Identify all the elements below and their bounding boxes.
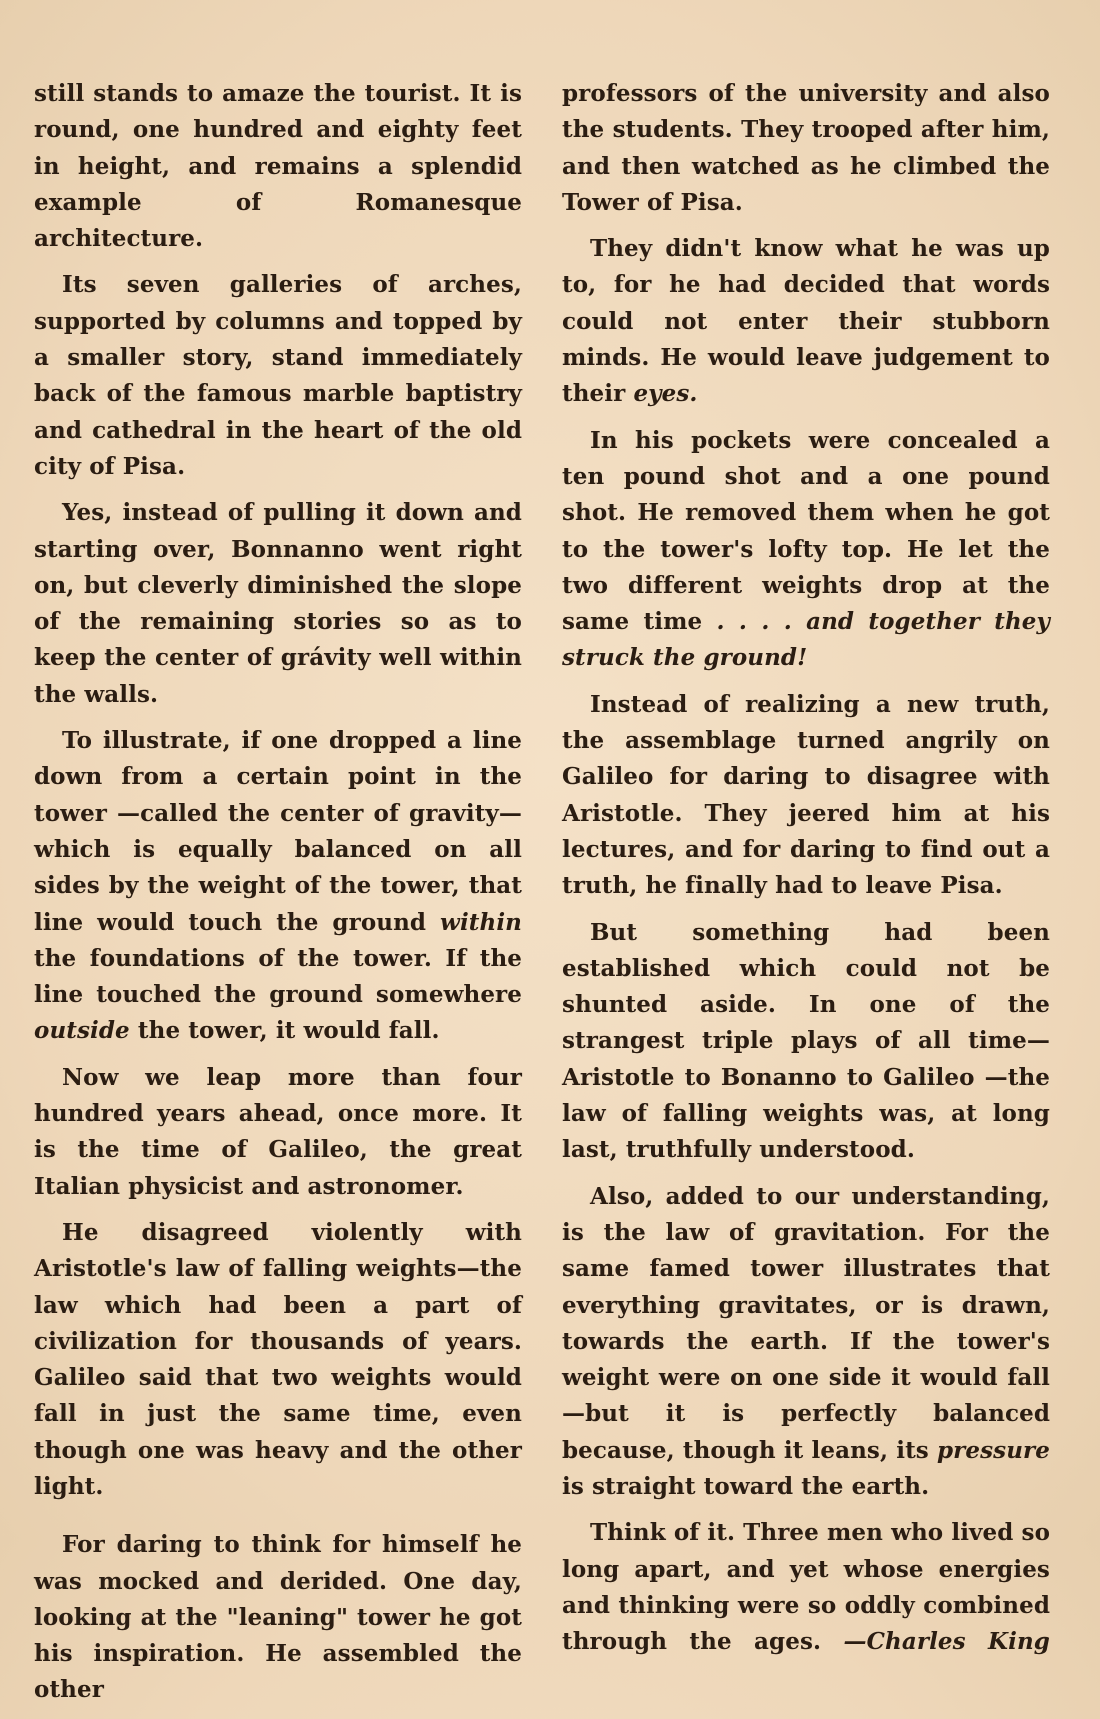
paragraph-4-text-b: the foundations of the tower. If the line touched the ground somewhere [34,944,522,1009]
paragraph-1: still stands to amaze the tourist. It is round, one hundred and eighty feet in height, and remains a splendid example of Romanesque architecture. [34,80,522,253]
paragraph-7: For daring to think for himself he was mocked and derided. One day, looking at the "leaning" tower he got his inspiration. He assembled the other [34,1531,522,1704]
paragraph-3: Yes, instead of pulling it down and starting over, Bonnanno went right on, but cleverly diminished the slope of the remaining stories so as to keep the center of grávity well within the walls. [34,499,522,708]
emphasis-outside: outside [34,1017,130,1045]
emphasis-together: . . . . and together they struck the ground! [562,608,1050,672]
right-column [562,76,1050,1670]
paragraph-4-text-c: the tower, it would fall. [129,1017,440,1045]
emphasis-within: within [440,908,522,936]
paragraph-5: But something had been established which could not be shunted aside. In one of the strangest triple plays of all time—Aristotle to Bonanno to Galileo —the law of falling weights was, at long last, truthfully understood. [562,918,1050,1164]
paragraph-3 [562,423,1050,677]
paragraph-2-text: They didn't know what he was up to, for he had decided that words could not enter their stubborn minds. He would leave judgement to their [562,235,1050,408]
paragraph-4-text-a: To illustrate, if one dropped a line down from a certain point in the tower —called the center of gravity—which is equally balanced on all sides by the weight of the tower, that line would touch the ground [34,727,522,936]
emphasis-eyes: eyes. [633,380,698,408]
paragraph-7-text: Think of it. Three men who lived so long apart, and yet whose energies and thinking were so oddly combined through the ages. [562,1519,1051,1656]
paragraph-4: Instead of realizing a new truth, the assemblage turned angrily on Galileo for daring to disagree with Aristotle. They jeered him at his lectures, and for daring to find out a truth, he finally had to leave Pisa. [562,690,1050,900]
paragraph-2 [562,231,1050,412]
paragraph-7 [562,1515,1050,1660]
paragraph-5: Now we leap more than four hundred years ahead, once more. It is the time of Galileo, the great Italian physicist and astronomer. [34,1063,522,1200]
paragraph-6-text-a: Also, added to our understanding, is the law of gravitation. For the same famed tower illustrates that everything gravitates, or is drawn, towards the earth. If the tower's weight were on one side it would fall—but it is perfectly balanced because, though it leans, its [562,1182,1050,1464]
emphasis-pressure: pressure [936,1436,1050,1464]
paragraph-2: Its seven galleries of arches, supported by columns and topped by a smaller story, stand immediately back of the famous marble baptistry and cathedral in the heart of the old city of Pisa. [34,271,522,480]
paragraph-6-text-b: is straight toward the earth. [562,1472,930,1500]
paragraph-1: professors of the university and also the students. They trooped after him, and then watched as he climbed the Tower of Pisa. [562,80,1050,216]
paragraph-3-text: In his pockets were concealed a ten pound shot and a one pound shot. He removed them when he got to the tower's lofty top. He let the two different weights drop at the same time [562,426,1050,636]
paragraph-4 [34,723,522,1050]
author-signature: —Charles King [843,1628,1050,1656]
left-column [34,76,522,1719]
paragraph-6 [562,1179,1050,1506]
paragraph-6: He disagreed violently with Aristotle's law of falling weights—the law which had been a part of civilization for thousands of years. Galileo said that two weights would fall in just the same time, even though one was heavy and the other light. [34,1218,522,1500]
